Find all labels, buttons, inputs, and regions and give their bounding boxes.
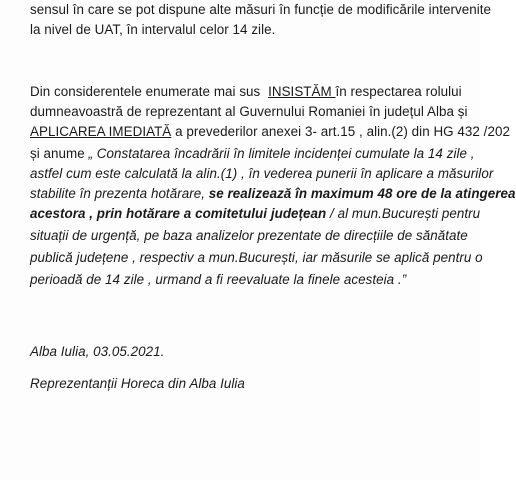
paragraph-2-line-3	[30, 124, 510, 140]
paragraph-2-line-7-end: / al mun.București pentru	[326, 206, 481, 221]
paragraph-2-line-3-end: a prevederilor anexei 3- art.15 , alin.(2) din HG 432 /202	[171, 124, 510, 139]
signature-line: Reprezentanții Horeca din Alba Iulia	[30, 376, 245, 391]
paragraph-2-line-4-start: și anume	[30, 146, 89, 161]
paragraph-2-line-2: dumneavoastră de reprezentant al Guvernului Romaniei în județul Alba și	[30, 104, 468, 119]
paragraph-2-line-5: astfel cum este calculată la alin.(1) , în vederea punerii în aplicare a măsurilor	[30, 166, 494, 181]
paragraph-2-line-1	[30, 84, 462, 100]
paragraph-2-line-10: perioadă de 14 zile , urmand a fi reevaluate la finele acesteia .”	[30, 272, 407, 287]
committee-emphasis: acestora , prin hotărare a comitetului județean	[30, 206, 327, 221]
insistam-emphasis: INSISTĂM	[268, 84, 336, 99]
paragraph-2-line-8: situații de urgență, pe baza analizelor prezentate de direcțiile de sănătate	[30, 228, 468, 243]
paragraph-2-line-7	[30, 206, 480, 222]
paragraph-2-line-9: publică județene , respectiv a mun.București, iar măsurile se aplică pentru o	[30, 250, 483, 265]
paragraph-1-line-2: la nivel de UAT, în intervalul celor 14 zile.	[30, 22, 276, 37]
place-and-date: Alba Iulia, 03.05.2021.	[30, 344, 165, 359]
deadline-emphasis: se realizează în maximum 48 ore de la atingerea	[208, 186, 516, 201]
paragraph-2-line-6-start: stabilite în prezenta hotărare,	[30, 186, 209, 201]
aplicarea-imediata-emphasis: APLICAREA IMEDIATĂ	[30, 124, 172, 139]
paragraph-2-line-4	[30, 146, 475, 162]
paragraph-1-line-1: sensul în care se pot dispune alte măsuri în funcție de modificările intervenite	[30, 2, 492, 17]
paragraph-2-line-1-end: în respectarea rolului	[335, 84, 462, 99]
paragraph-2-line-6	[30, 186, 516, 202]
paragraph-2-line-1-start: Din considerentele enumerate mai sus	[30, 84, 265, 99]
quote-start: „ Constatarea încadrării în limitele incidenței cumulate la 14 zile ,	[88, 146, 475, 161]
